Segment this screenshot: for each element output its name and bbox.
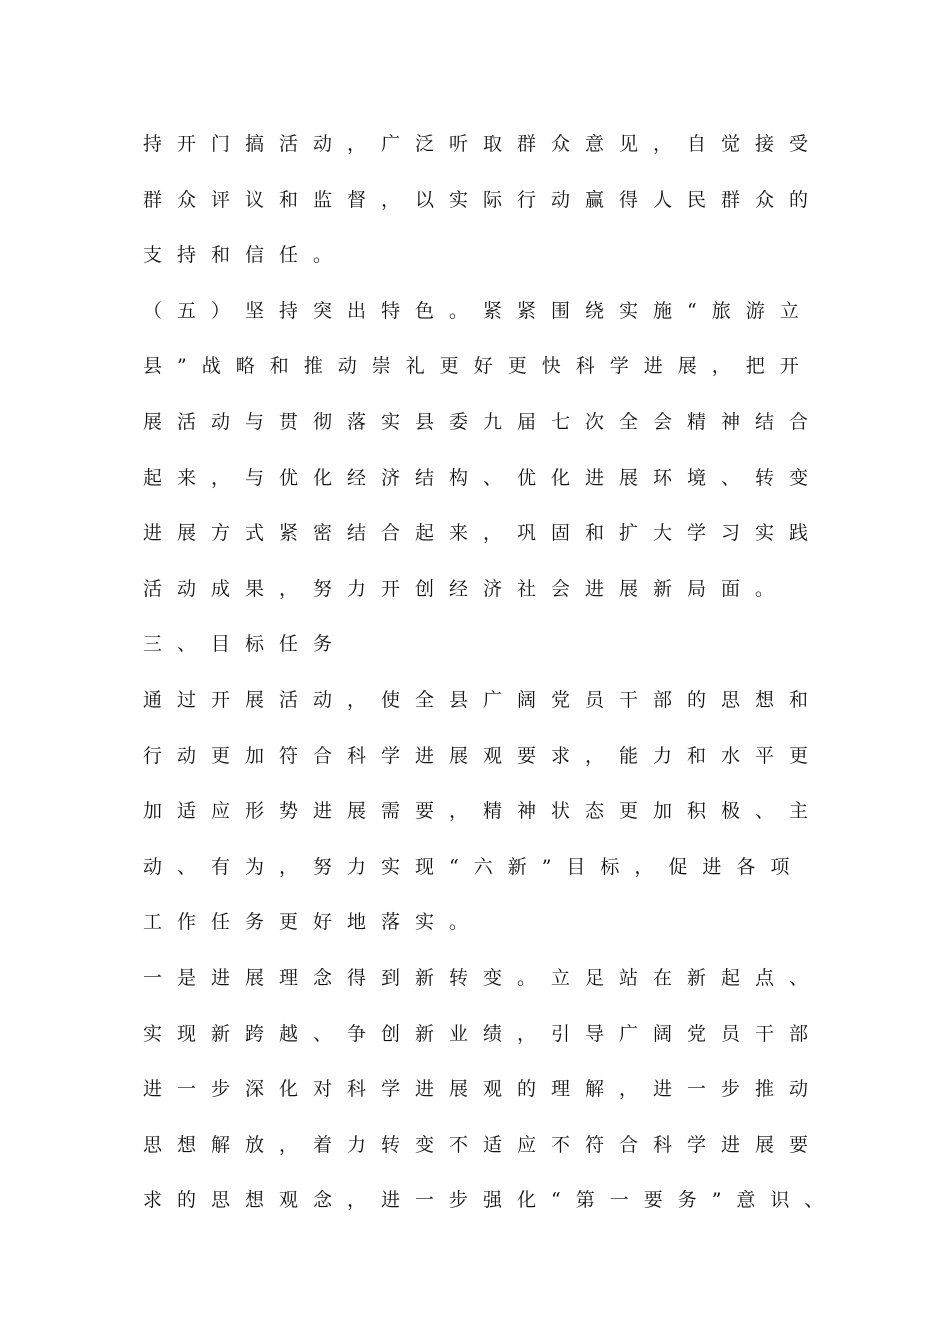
- document-body: [143, 126, 843, 1238]
- text-line: 进展方式紧密结合起来，巩固和扩大学习实践: [143, 522, 824, 545]
- text-line: 工作任务更好地落实。: [143, 911, 484, 934]
- text-line: 一是进展理念得到新转变。立足站在新起点、: [143, 966, 824, 989]
- text-line: 行动更加符合科学进展观要求，能力和水平更: [143, 744, 824, 767]
- text-line: 动、有为，努力实现“六新”目标，促进各项: [143, 855, 805, 878]
- text-line: 支持和信任。: [143, 244, 348, 267]
- text-line: 思想解放，着力转变不适应不符合科学进展要: [143, 1133, 824, 1156]
- text-line: 县”战略和推动崇礼更好更快科学进展，把开: [143, 355, 814, 378]
- text-line: 求的思想观念，进一步强化“第一要务”意识、: [143, 1189, 839, 1212]
- text-line: 展活动与贯彻落实县委九届七次全会精神结合: [143, 410, 824, 433]
- text-line: 起来，与优化经济结构、优化进展环境、转变: [143, 466, 824, 489]
- text-line: 通过开展活动，使全县广阔党员干部的思想和: [143, 688, 824, 711]
- text-line: （五）坚持突出特色。紧紧围绕实施“旅游立: [143, 299, 814, 322]
- text-line: 进一步深化对科学进展观的理解，进一步推动: [143, 1078, 824, 1101]
- text-line: 实现新跨越、争创新业绩，引导广阔党员干部: [143, 1022, 824, 1045]
- section-heading: 三、目标任务: [143, 633, 348, 656]
- text-line: 群众评议和监督，以实际行动赢得人民群众的: [143, 188, 824, 211]
- text-line: 持开门搞活动，广泛听取群众意见，自觉接受: [143, 133, 824, 155]
- text-line: 加适应形势进展需要，精神状态更加积极、主: [143, 800, 824, 823]
- text-line: 活动成果，努力开创经济社会进展新局面。: [143, 577, 790, 600]
